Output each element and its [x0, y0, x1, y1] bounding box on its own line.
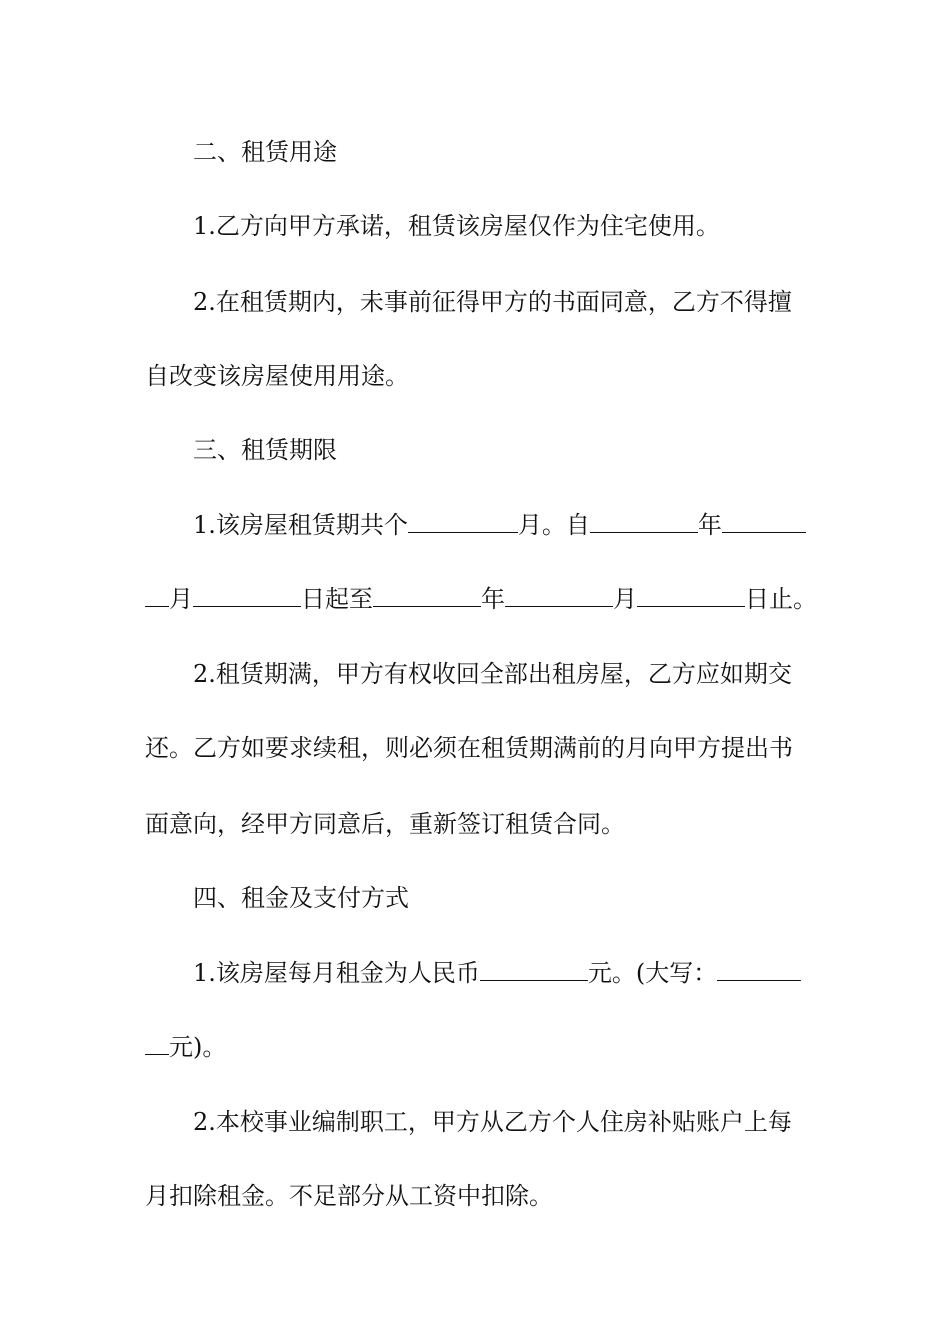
paragraph-deduction-line2: 月扣除租金。不足部分从工资中扣除。 [145, 1182, 553, 1210]
fill-in-blank-start-year[interactable] [590, 504, 698, 533]
paragraph-lease-expiry-line2: 还。乙方如要求续租，则必须在租赁期满前的月向甲方提出书 [145, 734, 793, 762]
text-segment: 月 [169, 585, 193, 613]
text-segment: 元。(大写： [587, 959, 718, 987]
paragraph-lease-expiry-line3: 面意向，经甲方同意后，重新签订租赁合同。 [145, 810, 625, 838]
fill-in-blank-end-day[interactable] [637, 578, 745, 607]
paragraph-monthly-rent-line1 [193, 952, 805, 992]
text-segment: 年 [697, 511, 722, 539]
paragraph-deduction-line1: 2.本校事业编制职工，甲方从乙方个人住房补贴账户上每 [193, 1108, 792, 1136]
fill-in-blank-rent-amount[interactable] [480, 952, 588, 981]
fill-in-blank-rent-in-words-cont[interactable] [145, 1026, 169, 1055]
paragraph-no-change-use-line1: 2.在租赁期内，未事前征得甲方的书面同意，乙方不得擅 [193, 288, 792, 316]
fill-in-blank-months[interactable] [408, 504, 518, 533]
paragraph-lease-period-line1 [193, 504, 805, 544]
text-segment: 日止。 [745, 585, 817, 613]
paragraph-residential-use: 1.乙方向甲方承诺，租赁该房屋仅作为住宅使用。 [193, 212, 720, 240]
text-segment: 日起至 [301, 585, 373, 613]
section-heading-lease-purpose: 二、租赁用途 [193, 138, 337, 166]
text-segment: 1.该房屋每月租金为人民币 [193, 959, 480, 987]
text-segment: 月 [613, 585, 637, 613]
fill-in-blank-end-year[interactable] [373, 578, 481, 607]
fill-in-blank-start-day[interactable] [193, 578, 301, 607]
fill-in-blank-start-month-cont[interactable] [145, 578, 169, 607]
fill-in-blank-start-month[interactable] [722, 504, 806, 533]
text-segment: 月。自 [517, 511, 590, 539]
paragraph-lease-expiry-line1: 2.租赁期满，甲方有权收回全部出租房屋，乙方应如期交 [193, 660, 792, 688]
paragraph-lease-period-line2 [145, 578, 817, 618]
text-segment: 1.该房屋租赁期共个 [193, 511, 408, 539]
text-segment: 元)。 [169, 1033, 227, 1061]
paragraph-monthly-rent-line2 [145, 1026, 805, 1066]
fill-in-blank-end-month[interactable] [505, 578, 613, 607]
text-segment: 年 [481, 585, 505, 613]
section-heading-rent-payment: 四、租金及支付方式 [193, 884, 409, 912]
paragraph-no-change-use-line2: 自改变该房屋使用用途。 [145, 362, 409, 390]
fill-in-blank-rent-in-words[interactable] [717, 952, 801, 981]
section-heading-lease-term: 三、租赁期限 [193, 436, 337, 464]
